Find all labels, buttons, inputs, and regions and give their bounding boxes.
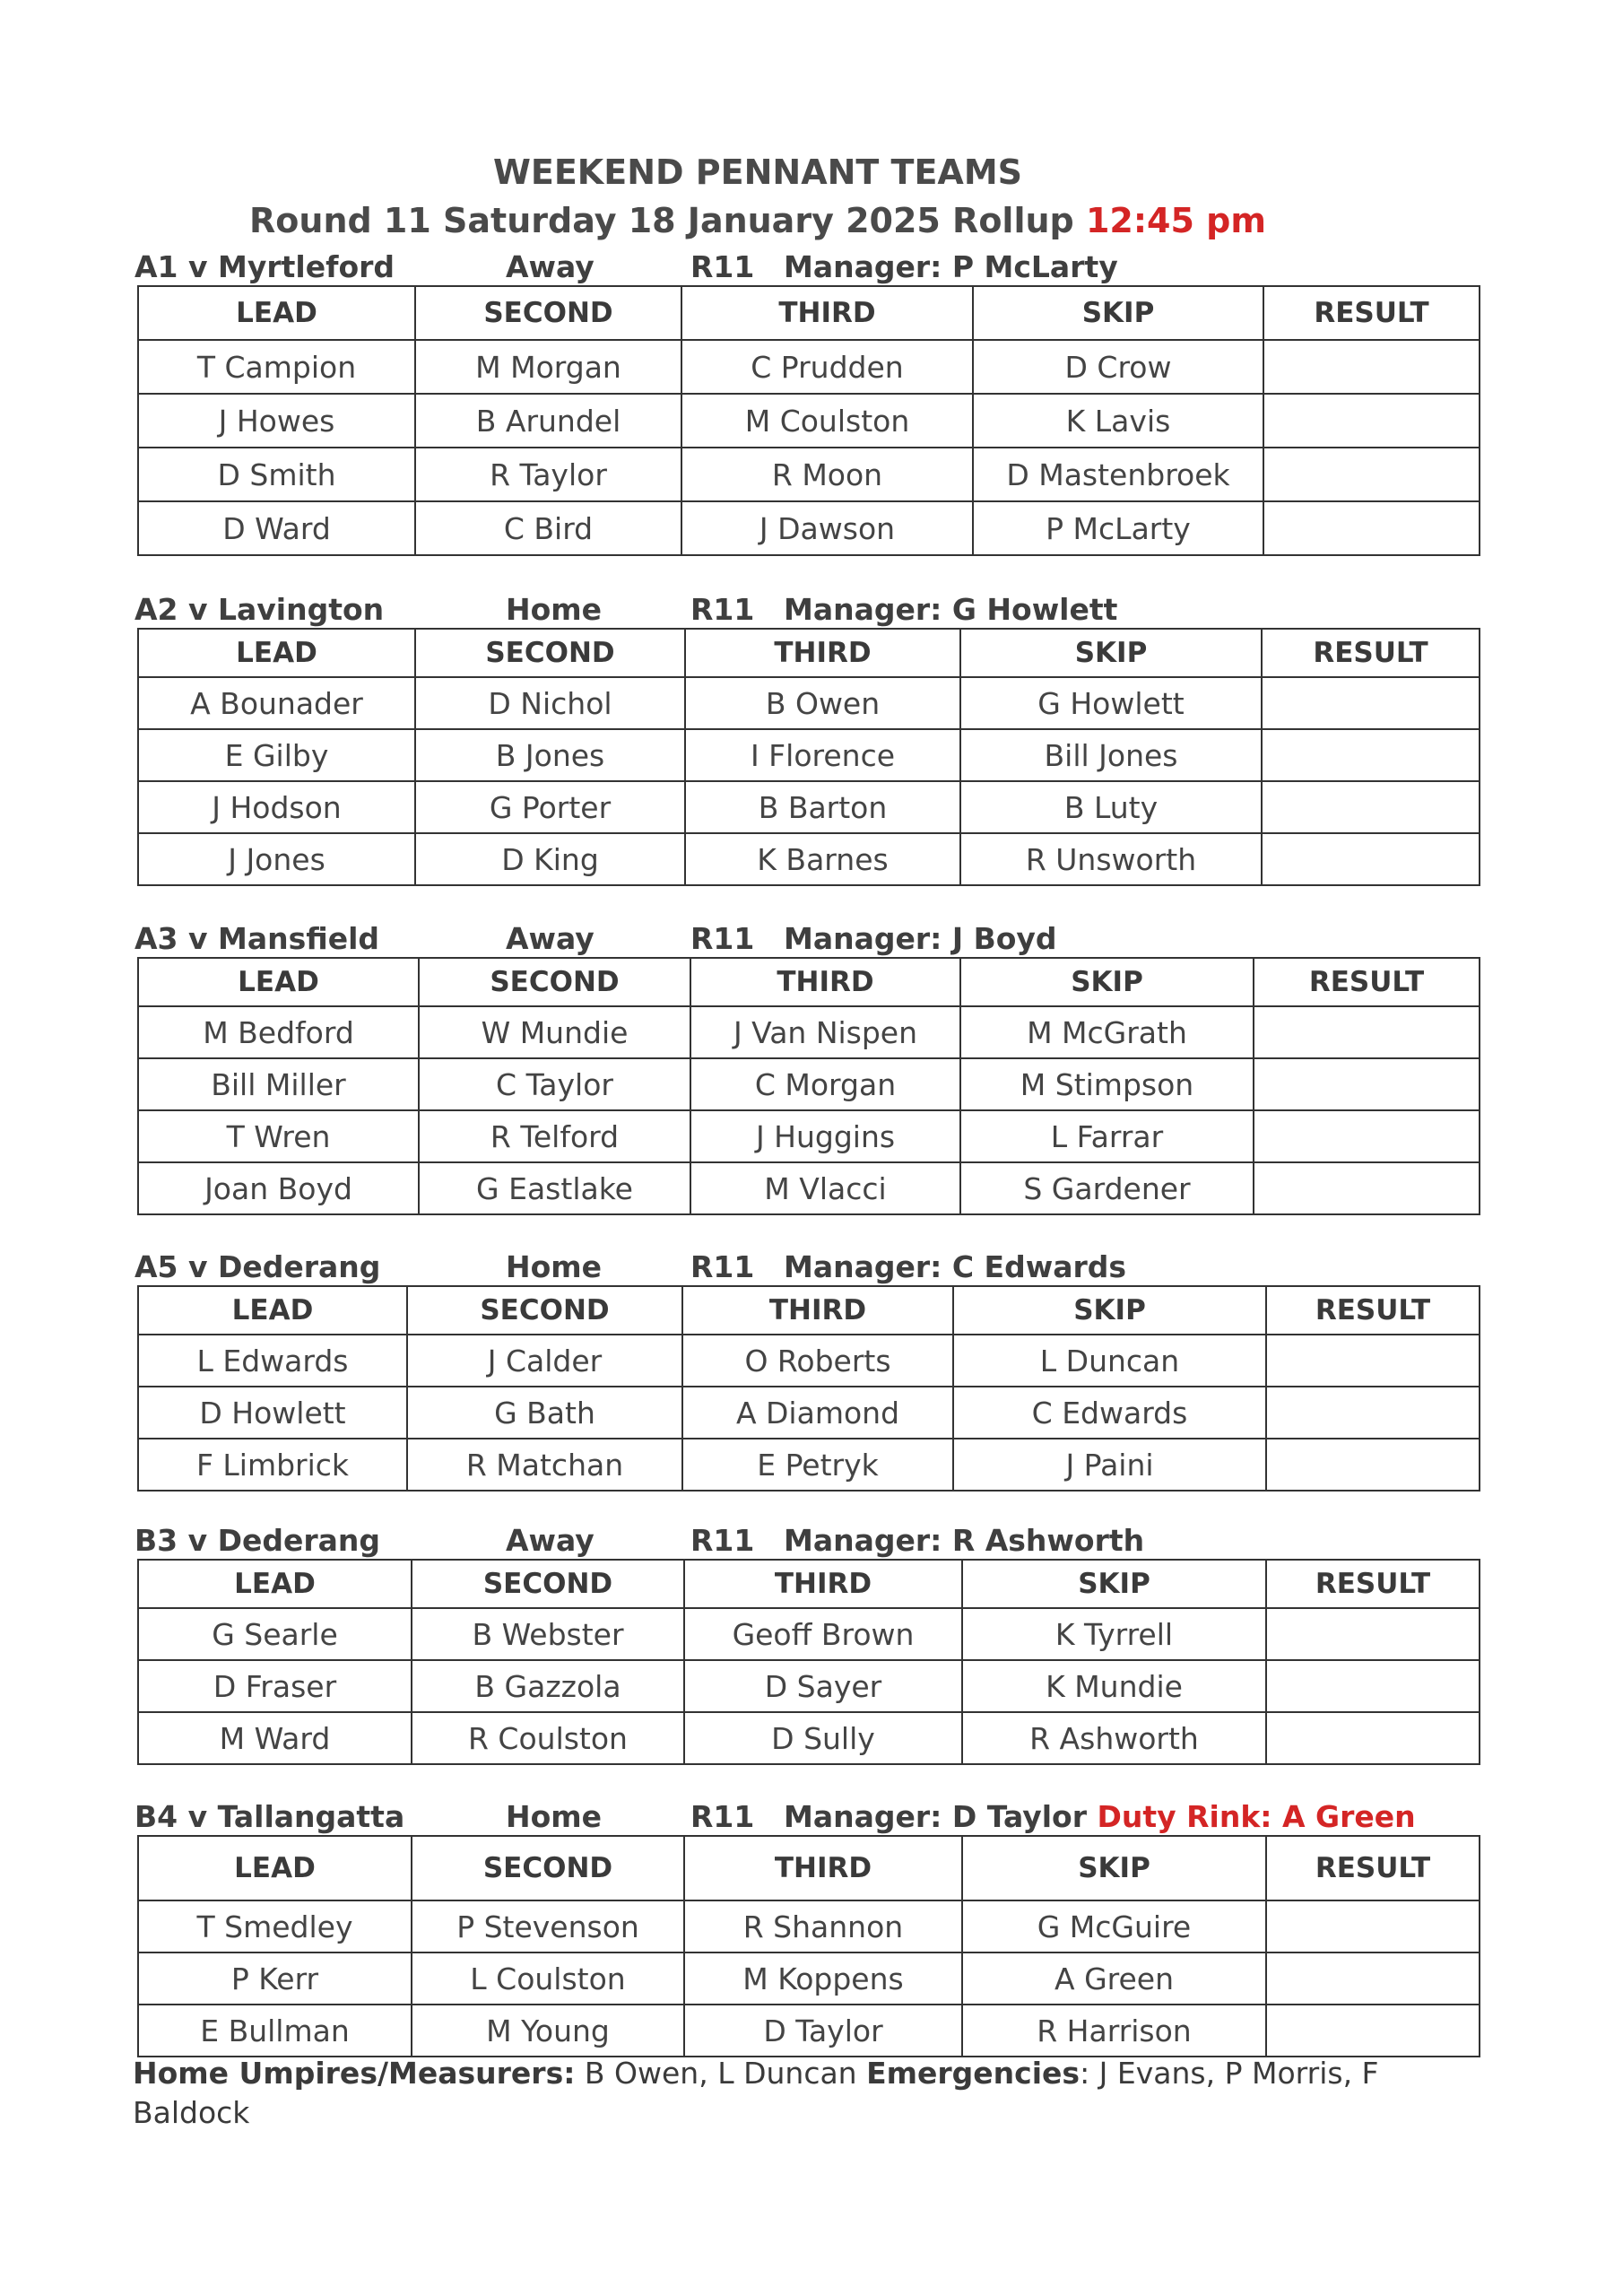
player-cell: I Florence xyxy=(685,729,960,781)
player-cell: B Arundel xyxy=(415,394,681,448)
player-cell: E Petryk xyxy=(682,1439,953,1491)
result-cell[interactable] xyxy=(1254,1110,1480,1162)
umpires-names: B Owen, L Duncan xyxy=(584,2056,857,2091)
player-cell: R Taylor xyxy=(415,448,681,501)
table-header-row xyxy=(138,286,1480,340)
column-header: SECOND xyxy=(419,958,690,1006)
rollup-time: 12:45 pm xyxy=(1085,201,1266,240)
player-cell: Geoff Brown xyxy=(684,1608,962,1660)
player-cell: B Jones xyxy=(415,729,685,781)
player-cell: R Harrison xyxy=(962,2005,1266,2057)
column-header: THIRD xyxy=(684,1560,962,1608)
player-cell: J Dawson xyxy=(681,501,973,555)
table-row xyxy=(138,1900,1480,1952)
player-cell: K Tyrrell xyxy=(962,1608,1266,1660)
player-cell: E Gilby xyxy=(138,729,415,781)
table-row xyxy=(138,833,1480,885)
player-cell: O Roberts xyxy=(682,1335,953,1387)
team-name: A2 v Lavington xyxy=(135,592,385,627)
team-manager: Manager: G Howlett xyxy=(784,592,1118,627)
column-header: SKIP xyxy=(973,286,1263,340)
player-cell: D Crow xyxy=(973,340,1263,394)
emergencies-names: : J Evans, P Morris, F Baldock xyxy=(133,2056,1379,2130)
column-header: SECOND xyxy=(407,1286,682,1335)
umpires-label: Home Umpires/Measurers: xyxy=(133,2056,576,2091)
column-header: SKIP xyxy=(960,958,1254,1006)
column-header: THIRD xyxy=(682,1286,953,1335)
player-cell: G Porter xyxy=(415,781,685,833)
table-row xyxy=(138,1335,1480,1387)
team-table xyxy=(137,1285,1480,1492)
team-round: R11 xyxy=(690,249,755,284)
table-row xyxy=(138,1712,1480,1764)
result-cell[interactable] xyxy=(1254,1006,1480,1058)
player-cell: D King xyxy=(415,833,685,885)
team-name: A3 v Mansfield xyxy=(135,921,380,956)
player-cell: D Howlett xyxy=(138,1387,407,1439)
player-cell: C Taylor xyxy=(419,1058,690,1110)
table-row xyxy=(138,1110,1480,1162)
column-header: SKIP xyxy=(962,1560,1266,1608)
column-header: SECOND xyxy=(412,1836,684,1900)
player-cell: J Van Nispen xyxy=(690,1006,960,1058)
player-cell: D Ward xyxy=(138,501,415,555)
player-cell: A Green xyxy=(962,1952,1266,2005)
table-row xyxy=(138,781,1480,833)
player-cell: P Kerr xyxy=(138,1952,412,2005)
player-cell: D Smith xyxy=(138,448,415,501)
player-cell: M Ward xyxy=(138,1712,412,1764)
team-venue: Home xyxy=(506,1799,603,1834)
player-cell: D Sully xyxy=(684,1712,962,1764)
column-header: THIRD xyxy=(685,629,960,677)
player-cell: J Paini xyxy=(953,1439,1266,1491)
table-row xyxy=(138,1952,1480,2005)
player-cell: G McGuire xyxy=(962,1900,1266,1952)
table-header-row xyxy=(138,958,1480,1006)
team-table xyxy=(137,957,1480,1215)
team-manager: Manager: P McLarty xyxy=(784,249,1118,284)
player-cell: T Wren xyxy=(138,1110,419,1162)
column-header: RESULT xyxy=(1266,1560,1480,1608)
team-manager: Manager: J Boyd xyxy=(784,921,1057,956)
player-cell: K Barnes xyxy=(685,833,960,885)
player-cell: J Calder xyxy=(407,1335,682,1387)
team-round: R11 xyxy=(690,1249,755,1284)
player-cell: D Taylor xyxy=(684,2005,962,2057)
player-cell: J Jones xyxy=(138,833,415,885)
player-cell: J Howes xyxy=(138,394,415,448)
result-cell[interactable] xyxy=(1266,2005,1480,2057)
column-header: RESULT xyxy=(1266,1286,1480,1335)
player-cell: B Webster xyxy=(412,1608,684,1660)
player-cell: E Bullman xyxy=(138,2005,412,2057)
table-row xyxy=(138,729,1480,781)
player-cell: B Barton xyxy=(685,781,960,833)
column-header: SECOND xyxy=(415,629,685,677)
result-cell[interactable] xyxy=(1263,340,1480,394)
column-header: RESULT xyxy=(1263,286,1480,340)
team-name: A5 v Dederang xyxy=(135,1249,381,1284)
team-name: A1 v Myrtleford xyxy=(135,249,395,284)
player-cell: G Howlett xyxy=(960,677,1262,729)
result-cell[interactable] xyxy=(1266,1608,1480,1660)
player-cell: M Coulston xyxy=(681,394,973,448)
player-cell: C Prudden xyxy=(681,340,973,394)
player-cell: M McGrath xyxy=(960,1006,1254,1058)
table-row xyxy=(138,394,1480,448)
player-cell: C Bird xyxy=(415,501,681,555)
player-cell: L Coulston xyxy=(412,1952,684,2005)
player-cell: R Coulston xyxy=(412,1712,684,1764)
table-row xyxy=(138,1006,1480,1058)
team-venue: Home xyxy=(506,592,603,627)
result-cell[interactable] xyxy=(1262,781,1480,833)
team-manager: Manager: D Taylor Duty Rink: A Green xyxy=(784,1799,1416,1834)
player-cell: W Mundie xyxy=(419,1006,690,1058)
team-manager: Manager: R Ashworth xyxy=(784,1523,1145,1558)
table-row xyxy=(138,1439,1480,1491)
table-row xyxy=(138,448,1480,501)
table-header-row xyxy=(138,629,1480,677)
player-cell: Bill Miller xyxy=(138,1058,419,1110)
player-cell: L Edwards xyxy=(138,1335,407,1387)
result-cell[interactable] xyxy=(1266,1439,1480,1491)
table-row xyxy=(138,2005,1480,2057)
table-row xyxy=(138,1660,1480,1712)
team-name: B4 v Tallangatta xyxy=(135,1799,405,1834)
column-header: LEAD xyxy=(138,286,415,340)
player-cell: M Morgan xyxy=(415,340,681,394)
player-cell: C Morgan xyxy=(690,1058,960,1110)
team-table xyxy=(137,285,1480,556)
player-cell: M Young xyxy=(412,2005,684,2057)
player-cell: T Smedley xyxy=(138,1900,412,1952)
team-round: R11 xyxy=(690,1799,755,1834)
column-header: THIRD xyxy=(684,1836,962,1900)
team-table xyxy=(137,628,1480,886)
result-cell[interactable] xyxy=(1262,677,1480,729)
column-header: LEAD xyxy=(138,958,419,1006)
team-table xyxy=(137,1559,1480,1765)
result-cell[interactable] xyxy=(1263,501,1480,555)
table-header-row xyxy=(138,1836,1480,1900)
player-cell: R Telford xyxy=(419,1110,690,1162)
column-header: SKIP xyxy=(960,629,1262,677)
page-subtitle xyxy=(0,201,1515,240)
player-cell: G Searle xyxy=(138,1608,412,1660)
player-cell: B Luty xyxy=(960,781,1262,833)
team-name: B3 v Dederang xyxy=(135,1523,381,1558)
player-cell: R Shannon xyxy=(684,1900,962,1952)
player-cell: M Stimpson xyxy=(960,1058,1254,1110)
team-round: R11 xyxy=(690,592,755,627)
player-cell: B Owen xyxy=(685,677,960,729)
result-cell[interactable] xyxy=(1266,1900,1480,1952)
player-cell: L Farrar xyxy=(960,1110,1254,1162)
table-row xyxy=(138,501,1480,555)
player-cell: M Bedford xyxy=(138,1006,419,1058)
duty-rink: Duty Rink: A Green xyxy=(1097,1799,1416,1834)
team-table xyxy=(137,1835,1480,2057)
player-cell: P McLarty xyxy=(973,501,1263,555)
team-venue: Home xyxy=(506,1249,603,1284)
result-cell[interactable] xyxy=(1266,1660,1480,1712)
player-cell: A Diamond xyxy=(682,1387,953,1439)
column-header: RESULT xyxy=(1266,1836,1480,1900)
table-header-row xyxy=(138,1560,1480,1608)
result-cell[interactable] xyxy=(1262,833,1480,885)
table-row xyxy=(138,677,1480,729)
result-cell[interactable] xyxy=(1266,1335,1480,1387)
result-cell[interactable] xyxy=(1263,448,1480,501)
team-manager: Manager: C Edwards xyxy=(784,1249,1126,1284)
table-row xyxy=(138,340,1480,394)
player-cell: D Fraser xyxy=(138,1660,412,1712)
player-cell: C Edwards xyxy=(953,1387,1266,1439)
player-cell: D Nichol xyxy=(415,677,685,729)
column-header: SECOND xyxy=(415,286,681,340)
player-cell: R Matchan xyxy=(407,1439,682,1491)
player-cell: K Lavis xyxy=(973,394,1263,448)
player-cell: G Bath xyxy=(407,1387,682,1439)
player-cell: R Unsworth xyxy=(960,833,1262,885)
table-row xyxy=(138,1387,1480,1439)
column-header: LEAD xyxy=(138,1836,412,1900)
column-header: SKIP xyxy=(953,1286,1266,1335)
column-header: SKIP xyxy=(962,1836,1266,1900)
result-cell[interactable] xyxy=(1263,394,1480,448)
player-cell: A Bounader xyxy=(138,677,415,729)
table-row xyxy=(138,1608,1480,1660)
column-header: THIRD xyxy=(690,958,960,1006)
result-cell[interactable] xyxy=(1262,729,1480,781)
team-venue: Away xyxy=(506,249,595,284)
table-header-row xyxy=(138,1286,1480,1335)
result-cell[interactable] xyxy=(1266,1712,1480,1764)
player-cell: G Eastlake xyxy=(419,1162,690,1214)
player-cell: B Gazzola xyxy=(412,1660,684,1712)
column-header: LEAD xyxy=(138,1286,407,1335)
player-cell: L Duncan xyxy=(953,1335,1266,1387)
footer-notes xyxy=(133,2054,1478,2133)
column-header: RESULT xyxy=(1262,629,1480,677)
player-cell: T Campion xyxy=(138,340,415,394)
player-cell: J Huggins xyxy=(690,1110,960,1162)
player-cell: M Vlacci xyxy=(690,1162,960,1214)
player-cell: R Ashworth xyxy=(962,1712,1266,1764)
result-cell[interactable] xyxy=(1254,1058,1480,1110)
player-cell: P Stevenson xyxy=(412,1900,684,1952)
result-cell[interactable] xyxy=(1254,1162,1480,1214)
player-cell: Bill Jones xyxy=(960,729,1262,781)
result-cell[interactable] xyxy=(1266,1952,1480,2005)
player-cell: S Gardener xyxy=(960,1162,1254,1214)
emergencies-label: Emergencies xyxy=(866,2056,1081,2091)
column-header: SECOND xyxy=(412,1560,684,1608)
page-title: WEEKEND PENNANT TEAMS xyxy=(492,152,1023,192)
player-cell: D Sayer xyxy=(684,1660,962,1712)
column-header: THIRD xyxy=(681,286,973,340)
column-header: LEAD xyxy=(138,629,415,677)
player-cell: K Mundie xyxy=(962,1660,1266,1712)
team-round: R11 xyxy=(690,1523,755,1558)
player-cell: D Mastenbroek xyxy=(973,448,1263,501)
player-cell: Joan Boyd xyxy=(138,1162,419,1214)
player-cell: F Limbrick xyxy=(138,1439,407,1491)
column-header: LEAD xyxy=(138,1560,412,1608)
player-cell: R Moon xyxy=(681,448,973,501)
player-cell: M Koppens xyxy=(684,1952,962,2005)
column-header: RESULT xyxy=(1254,958,1480,1006)
table-row xyxy=(138,1162,1480,1214)
round-date: Round 11 Saturday 18 January 2025 Rollup xyxy=(249,201,1074,240)
team-round: R11 xyxy=(690,921,755,956)
table-row xyxy=(138,1058,1480,1110)
team-venue: Away xyxy=(506,921,595,956)
result-cell[interactable] xyxy=(1266,1387,1480,1439)
player-cell: J Hodson xyxy=(138,781,415,833)
team-venue: Away xyxy=(506,1523,595,1558)
